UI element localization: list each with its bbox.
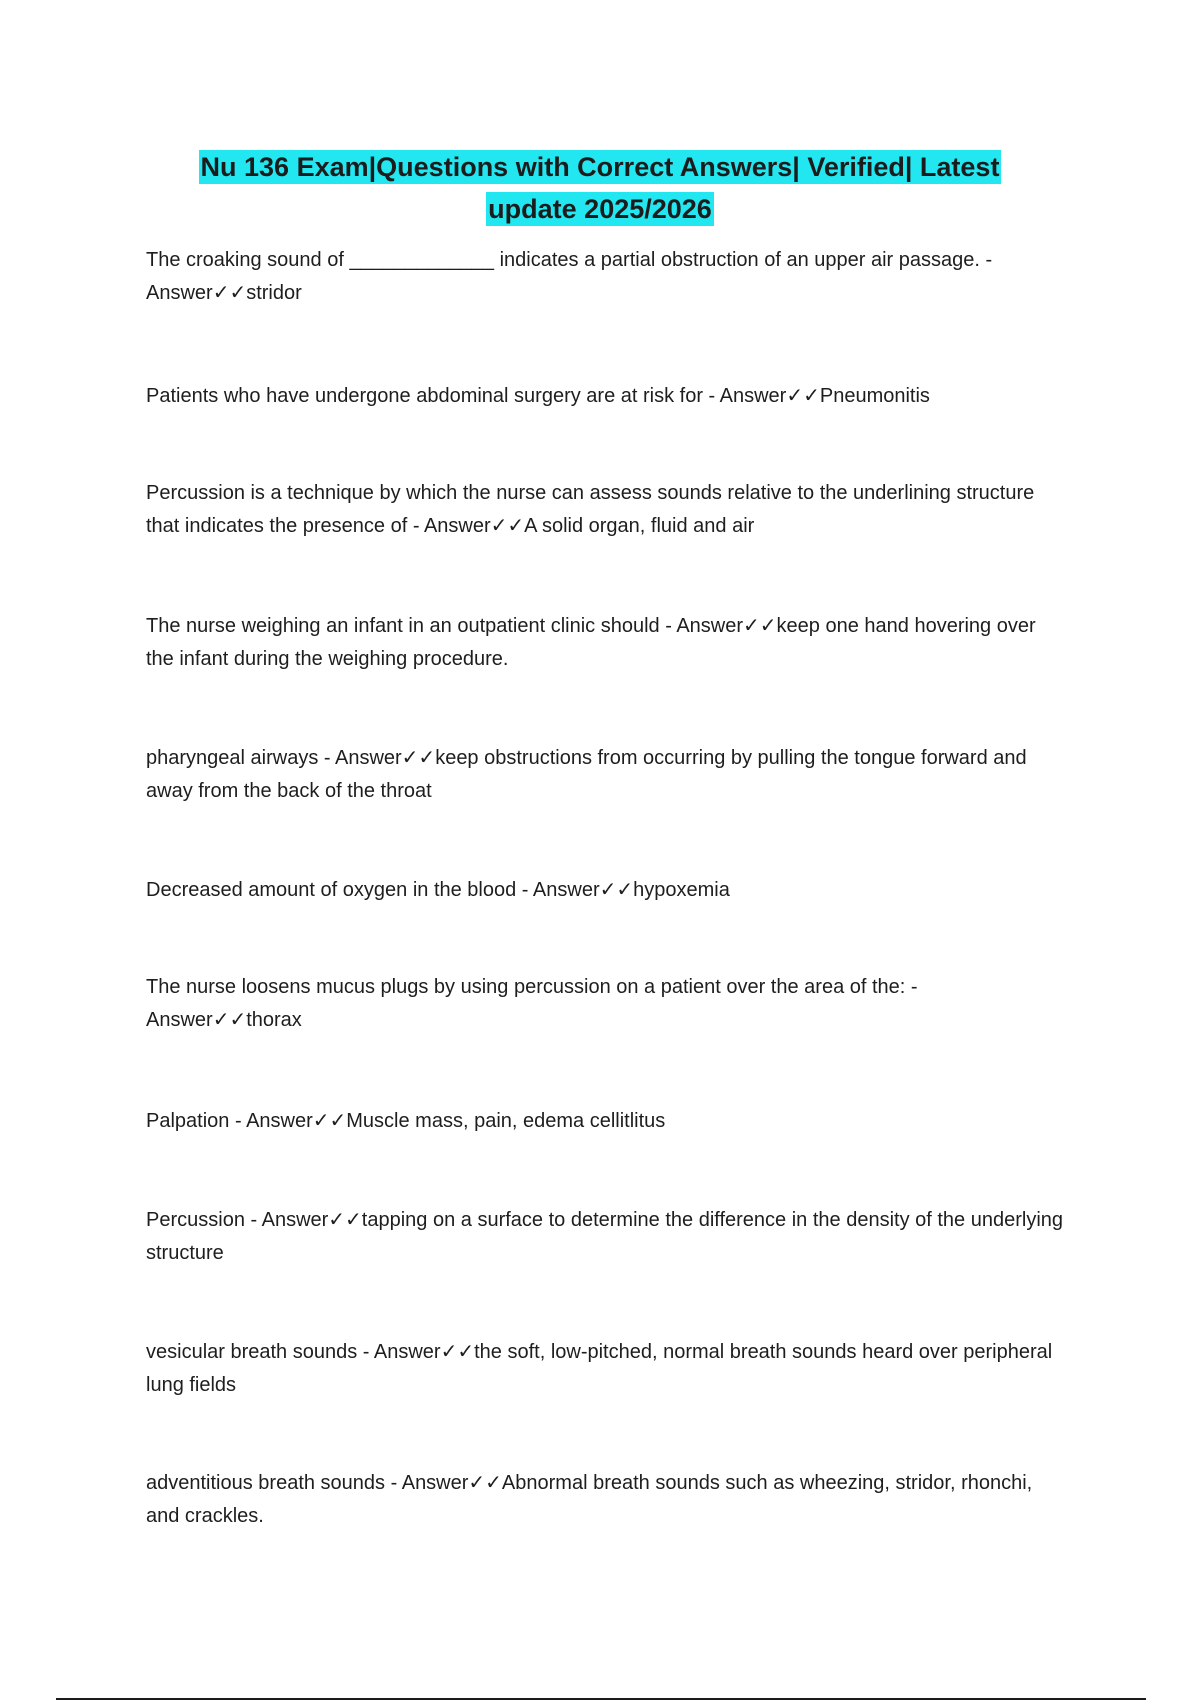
qa-item-2: Patients who have undergone abdominal surgery are at risk for - Answer✓✓Pneumonitis: [146, 385, 930, 407]
qa-item-4: The nurse weighing an infant in an outpatient clinic should - Answer✓✓keep one hand hovering over the infant during the weighing procedure.: [146, 615, 1036, 670]
qa-item-11: adventitious breath sounds - Answer✓✓Abnormal breath sounds such as wheezing, stridor, rhonchi, and crackles.: [146, 1472, 1033, 1527]
qa-item-8: Palpation - Answer✓✓Muscle mass, pain, edema cellitlitus: [146, 1110, 666, 1132]
qa-item-9: Percussion - Answer✓✓tapping on a surface to determine the difference in the density of the underlying structure: [146, 1209, 1064, 1264]
title-line-1: Nu 136 Exam|Questions with Correct Answers| Verified| Latest: [200, 152, 1000, 182]
qa-item-6: Decreased amount of oxygen in the blood - Answer✓✓hypoxemia: [146, 879, 730, 901]
title-line-2: update 2025/2026: [488, 194, 712, 224]
qa-item-3: Percussion is a technique by which the nurse can assess sounds relative to the underlining structure that indicates the presence of - Answer✓✓A solid organ, fluid and air: [146, 482, 1035, 537]
qa-item-1: The croaking sound of _____________ indicates a partial obstruction of an upper air passage. - Answer✓✓stridor: [146, 249, 993, 304]
qa-item-7: The nurse loosens mucus plugs by using percussion on a patient over the area of the: - Answer✓✓thorax: [146, 976, 918, 1031]
document-title: [140, 146, 1060, 230]
qa-item-5: pharyngeal airways - Answer✓✓keep obstructions from occurring by pulling the tongue forward and away from the back of the throat: [146, 747, 1027, 802]
qa-item-10: vesicular breath sounds - Answer✓✓the soft, low-pitched, normal breath sounds heard over peripheral lung fields: [146, 1341, 1053, 1396]
